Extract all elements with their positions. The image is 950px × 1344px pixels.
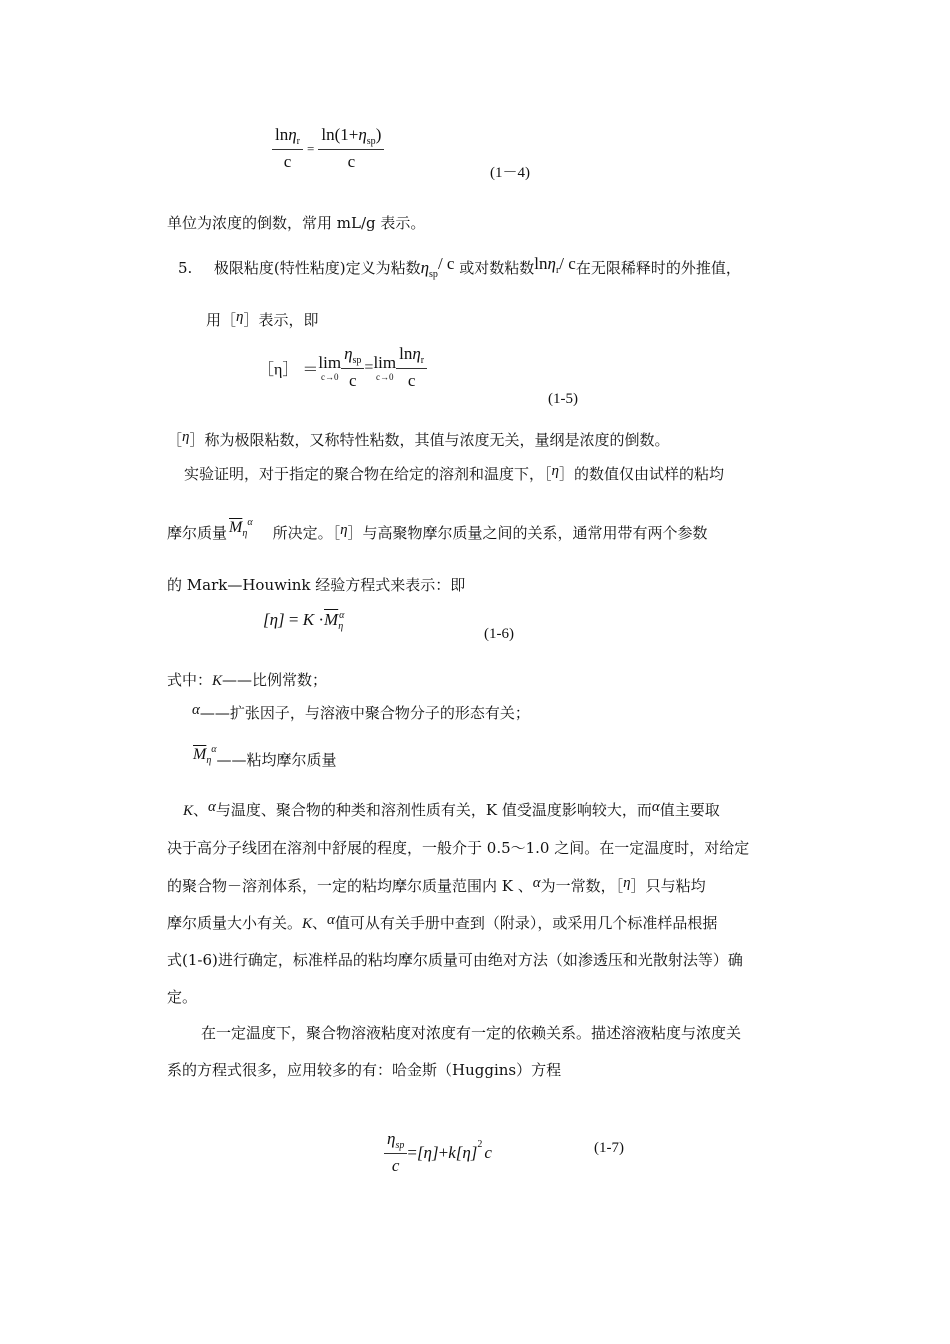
kal-l3-eta: η	[623, 875, 631, 891]
eq-1-6-dot: ·	[318, 610, 325, 629]
item-5-ln-eta: η	[547, 254, 556, 273]
eq-1-6-label: (1-6)	[484, 626, 514, 642]
def-M-sym: $\overline{M}$	[193, 746, 207, 763]
experiment-line-1	[184, 464, 724, 485]
eq-1-5-lhs: ［η］	[258, 361, 299, 379]
experiment-M-eta-alpha	[229, 517, 253, 539]
kal-l4-K: K	[302, 916, 313, 932]
eq-1-5-frac1-sub: sp	[352, 355, 362, 366]
equation-1-4	[272, 124, 384, 174]
eq-1-7-den: c	[391, 1156, 400, 1175]
experiment-l1-eta: η	[551, 463, 559, 479]
equation-1-5	[258, 343, 427, 393]
eq-1-5-equals1: ＝	[302, 361, 319, 379]
kal-l1-c: 值主要取	[659, 801, 720, 819]
intrinsic-text-a: ［	[167, 431, 183, 449]
eq-1-6-sup: α	[339, 610, 345, 621]
item-5-line	[178, 254, 741, 281]
equation-1-7	[384, 1128, 492, 1178]
kal-l4-a: 摩尔质量大小有关。	[167, 914, 303, 932]
eq-1-4-rhs-close: )	[375, 125, 382, 144]
item-5-text-b: 或对数粘数	[459, 259, 535, 277]
eq-1-6-equals: =	[288, 610, 299, 629]
kal-l1-K: K	[183, 803, 194, 819]
eq-1-4-rhs-open: (1+	[334, 125, 359, 144]
eq-1-5-frac2-ln: ln	[399, 344, 413, 363]
eq-1-6-M: $\overline{M}$	[324, 610, 339, 629]
eq-1-7-plus: +	[438, 1143, 449, 1162]
k-alpha-line-6: 定。	[167, 988, 198, 1006]
huggins-line-2: 系的方程式很多，应用较多的有：哈金斯（Huggins）方程	[167, 1061, 562, 1079]
experiment-line-2	[167, 517, 708, 546]
eq-1-7-sub: sp	[395, 1140, 405, 1151]
item-5-ln: ln	[534, 254, 548, 273]
item-5-eta-sp	[420, 254, 455, 280]
eq-1-4-rhs-eta: η	[358, 125, 367, 144]
eq-1-4-lhs-den: c	[283, 152, 292, 171]
eq-1-5-frac1	[341, 343, 364, 393]
eq-1-6-lhs: [η]	[263, 610, 285, 629]
eq-1-4-eta: η	[288, 125, 297, 144]
eq-1-7-k: k	[448, 1143, 456, 1162]
eq-1-4-rhs-sub: sp	[366, 136, 376, 147]
experiment-l1-a: 实验证明，对于指定的聚合物在给定的溶剂和温度下，［	[184, 465, 552, 483]
eq-1-5-frac2-sub: r	[420, 355, 425, 366]
eq-1-5-frac2	[396, 343, 427, 393]
k-alpha-line-2: 决于高分子线团在溶剂中舒展的程度，一般介于 0.5～1.0 之间。在一定温度时，对给定	[167, 839, 750, 857]
experiment-line-3: 的 Mark—Houwink 经验方程式来表示：即	[167, 576, 466, 594]
units-paragraph: 单位为浓度的倒数，常用 mL/g 表示。	[167, 214, 426, 232]
huggins-line-1: 在一定温度下，聚合物溶液粘度对浓度有一定的依赖关系。描述溶液粘度与浓度关	[201, 1024, 742, 1042]
eq-1-7-equals: =	[407, 1143, 417, 1162]
eq-1-7-sup: 2	[477, 1138, 483, 1150]
eq-1-4-rhs-fraction	[318, 124, 384, 174]
intrinsic-eta: η	[182, 429, 190, 445]
eq-1-6-K: K	[302, 610, 315, 629]
def-M-desc: ——粘均摩尔质量	[216, 751, 337, 769]
def-M	[193, 744, 337, 773]
k-alpha-line-4	[167, 913, 717, 934]
kal-l4-alpha: α	[327, 912, 335, 928]
eq-1-5-equals2: =	[364, 359, 374, 376]
experiment-l2-b: 所决定。［	[272, 524, 341, 542]
eq-1-5-lim1-below: c→0	[320, 372, 339, 382]
experiment-l2-a: 摩尔质量	[167, 524, 228, 542]
def-M-sub: η	[206, 755, 212, 766]
eq-1-7-label: (1-7)	[594, 1140, 624, 1156]
item-5-eta-sp-eta: η	[420, 258, 430, 277]
item-5-text-a: 极限粘度(特性粘度)定义为粘数	[213, 259, 421, 277]
kal-l3-c: ］只与粘均	[630, 877, 706, 895]
eq-1-5-label: (1-5)	[548, 391, 578, 407]
intrinsic-text-b: ］称为极限粘数，又称特性粘数，其值与浓度无关，量纲是浓度的倒数。	[189, 431, 670, 449]
use-line-text-a: 用［	[206, 311, 237, 329]
def-k-sym: K	[212, 673, 223, 689]
eq-1-4-sub: r	[296, 136, 301, 147]
eq-1-7-eta-br: [η]	[416, 1143, 439, 1162]
eq-1-7-eta-br2: [η]	[455, 1143, 478, 1162]
def-k-prefix: 式中：	[167, 671, 213, 689]
eq-1-5-lim2	[373, 354, 396, 382]
experiment-M-sub: η	[242, 528, 248, 539]
eq-1-5-frac1-den: c	[348, 371, 357, 390]
k-alpha-line-5: 式(1-6)进行确定，标准样品的粘均摩尔质量可由绝对方法（如渗透压和光散射法等）确	[167, 951, 743, 969]
kal-l1-alpha: α	[208, 799, 216, 815]
eq-1-4-equals: =	[307, 141, 315, 156]
item-5-text-c: 在无限稀释时的外推值，	[575, 259, 741, 277]
kal-l4-b: 、	[312, 914, 328, 932]
eq-1-4-rhs-ln: ln	[321, 125, 335, 144]
kal-l4-c: 值可从有关手册中查到（附录），或采用几个标准样品根据	[334, 914, 718, 932]
def-alpha-desc: ——扩张因子，与溶液中聚合物分子的形态有关；	[199, 704, 530, 722]
k-alpha-line-1	[183, 800, 720, 821]
intrinsic-paragraph	[167, 430, 669, 451]
k-alpha-line-3	[167, 876, 706, 897]
eq-1-5-frac1-eta: η	[344, 344, 353, 363]
def-M-symbol	[193, 744, 217, 766]
use-line-text-b: ］表示，即	[243, 311, 319, 329]
item-5-eta-sp-sub: sp	[429, 269, 438, 280]
eq-1-7-fraction	[384, 1128, 407, 1178]
def-k-desc: ——比例常数；	[222, 671, 328, 689]
eq-1-6-sub: η	[338, 621, 344, 632]
eq-1-7-eta: η	[387, 1129, 396, 1148]
item-5-ln-sub: r	[555, 265, 560, 276]
eq-1-4-lhs-fraction	[272, 124, 303, 174]
item-5-number: 5.	[178, 259, 193, 277]
eq-1-5-lim1	[318, 354, 341, 382]
kal-l3-alpha: α	[532, 875, 541, 891]
experiment-M: $\overline{M}$	[229, 519, 243, 536]
eq-1-4-rhs-den: c	[347, 152, 356, 171]
eq-1-5-lim1-text: lim	[318, 353, 342, 372]
def-M-sup: α	[211, 744, 217, 755]
kal-l1-alpha2: α	[651, 799, 660, 815]
eq-1-5-lim2-text: lim	[373, 353, 397, 372]
def-alpha	[192, 703, 530, 724]
use-line-eta: η	[236, 309, 244, 325]
item-5-ln-eta-r	[534, 254, 576, 276]
eq-1-7-c: c	[484, 1143, 492, 1162]
equation-1-6	[263, 610, 344, 630]
eq-1-5-lim2-below: c→0	[376, 372, 394, 382]
kal-l3-a: 的聚合物－溶剂体系，一定的粘均摩尔质量范围内 K 、	[167, 877, 533, 895]
experiment-M-sup: α	[247, 517, 253, 528]
kal-l1-a: 、	[193, 801, 209, 819]
experiment-l1-b: ］的数值仅由试样的粘均	[558, 465, 724, 483]
use-eta-line	[206, 310, 318, 331]
def-K	[167, 670, 327, 691]
eq-1-5-frac2-den: c	[407, 371, 416, 390]
eq-1-4-ln: ln	[275, 125, 289, 144]
eq-1-4-label: (1－4)	[490, 165, 530, 181]
def-alpha-sym: α	[192, 702, 200, 718]
eq-1-5-frac2-eta: η	[412, 344, 421, 363]
item-5-eta-sp-rest: / c	[437, 254, 455, 273]
kal-l1-b: 与温度、聚合物的种类和溶剂性质有关，K 值受温度影响较大，而	[215, 801, 652, 819]
item-5-ln-rest: / c	[559, 254, 576, 273]
experiment-l2-c: ］与高聚物摩尔质量之间的关系，通常用带有两个参数	[347, 524, 708, 542]
experiment-l2-eta: η	[340, 522, 348, 538]
kal-l3-b: 为一常数，［	[540, 877, 624, 895]
